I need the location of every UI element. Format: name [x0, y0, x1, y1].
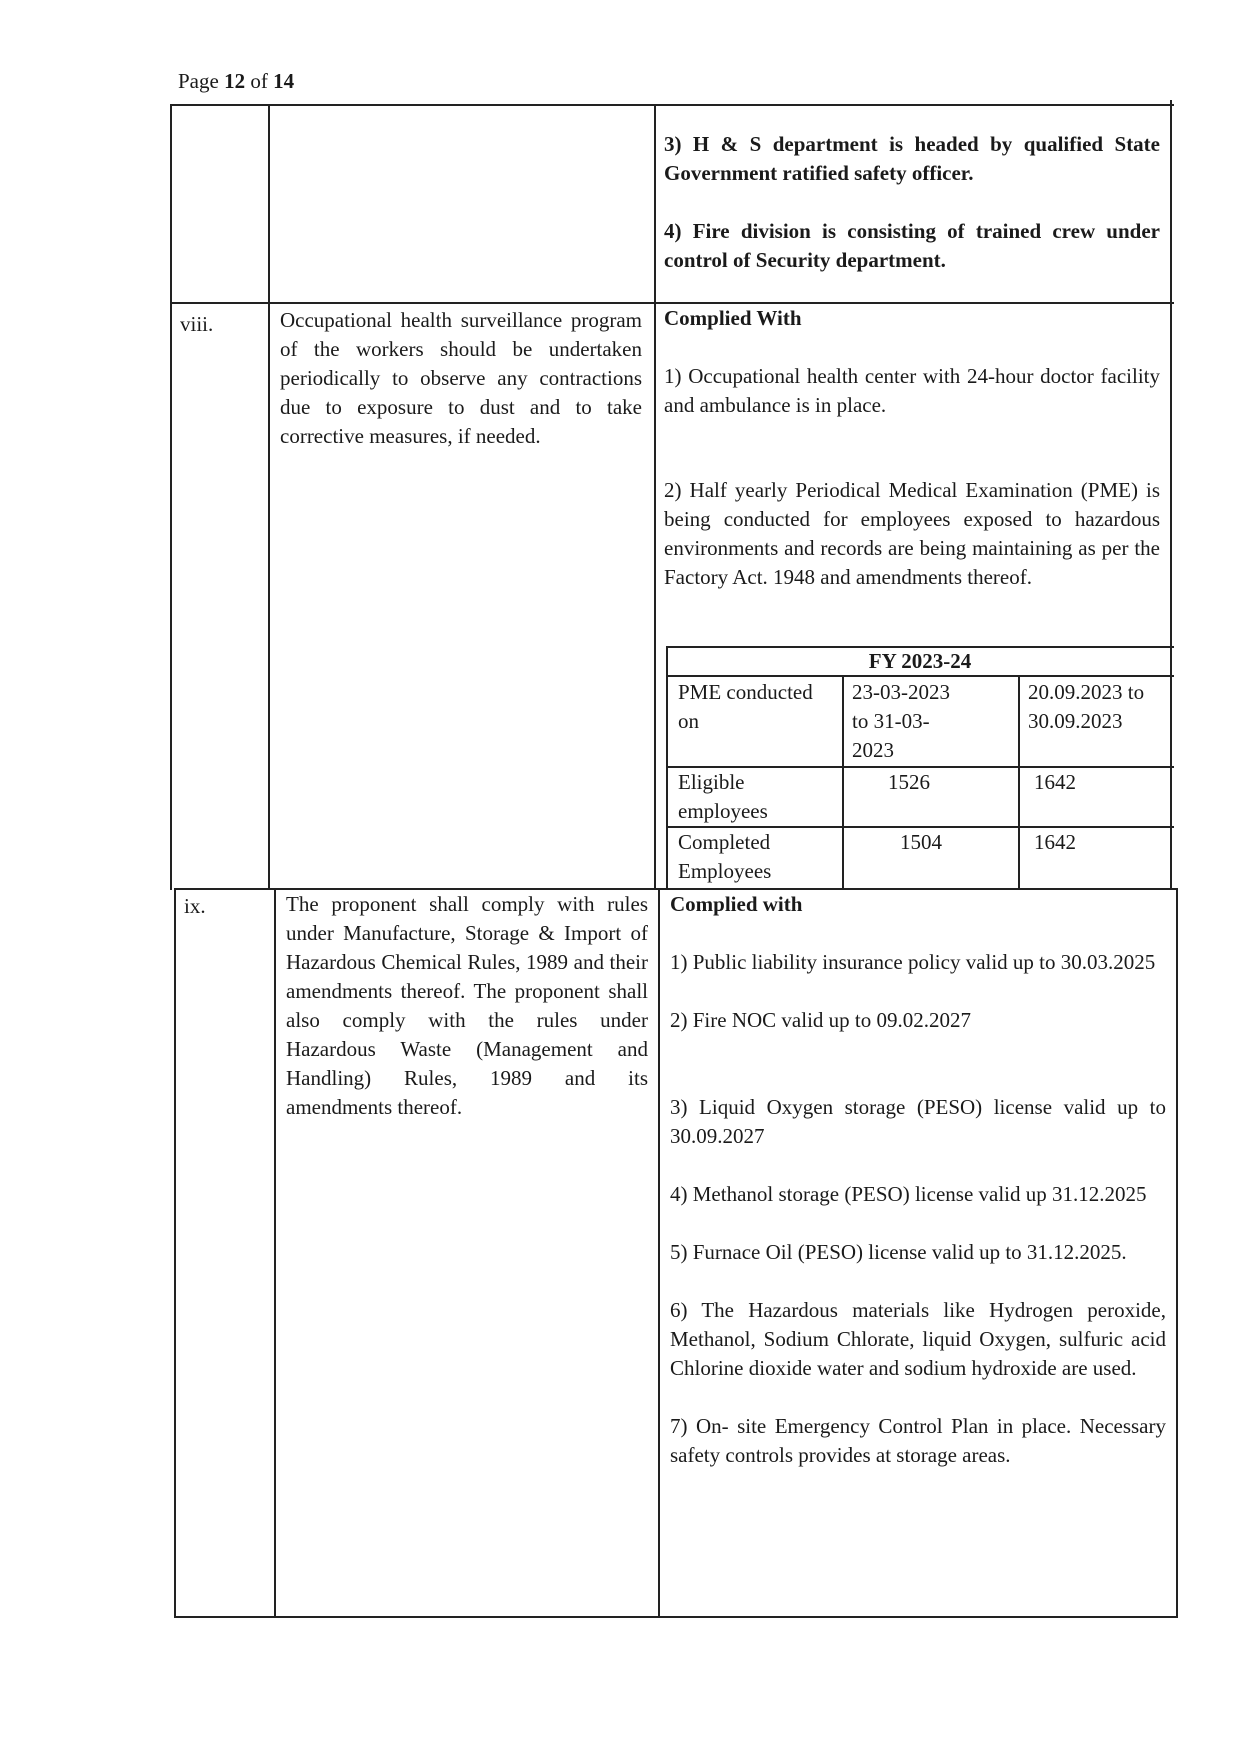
page-number	[178, 68, 294, 94]
table-border-top	[170, 104, 1174, 106]
row-ix-compliance-cell	[670, 890, 1166, 1470]
row-ix-number: ix.	[184, 894, 206, 918]
page-label: Page	[178, 69, 219, 93]
table-border-right	[1170, 100, 1172, 890]
page-current: 12	[224, 69, 246, 93]
row-viii-condition: Occupational health surveillance program of the workers should be undertaken periodically to observe any contractions due to exposure to dust and to take corrective measures, if needed.	[280, 308, 642, 448]
pme-period-1: 23-03-2023 to 31-03-2023	[852, 680, 950, 762]
pme-row-label: Eligible employees	[678, 770, 768, 823]
row-ix-compliance-item: 7) On- site Emergency Control Plan in place. Necessary safety controls provides at storage areas.	[670, 1414, 1166, 1467]
row-ix-compliance-item: 1) Public liability insurance policy valid up to 30.03.2025	[670, 950, 1156, 974]
column-divider-1-lower	[274, 888, 276, 1618]
row-ix-compliance-item: 4) Methanol storage (PESO) license valid up 31.12.2025	[670, 1182, 1147, 1206]
pme-row-value: 1642	[1034, 830, 1076, 854]
table-border-bottom	[174, 1616, 1178, 1618]
page-total: 14	[273, 69, 295, 93]
table-border-left	[170, 104, 172, 890]
pme-header-label: PME conducted on	[678, 680, 813, 733]
table-border-right-lower	[1176, 888, 1178, 1618]
row-ix-compliance-item: 3) Liquid Oxygen storage (PESO) license valid up to 30.09.2027	[670, 1095, 1166, 1148]
cont-compliance-item: 4) Fire division is consisting of trained crew under control of Security department.	[664, 219, 1160, 272]
row-viii-compliance-item: 2) Half yearly Periodical Medical Examination (PME) is being conducted for employees exposed to hazardous environments and records are being maintaining as per the Factory Act. 1948 and amendments thereof.	[664, 478, 1160, 589]
pme-table-title: FY 2023-24	[868, 649, 972, 673]
row-viii-compliance-item: 1) Occupational health center with 24-hour doctor facility and ambulance is in place.	[664, 364, 1160, 417]
row-ix-compliance-item: 5) Furnace Oil (PESO) license valid up to 31.12.2025.	[670, 1240, 1127, 1264]
pme-col-divider	[1018, 675, 1020, 888]
page-of: of	[250, 69, 268, 93]
cont-compliance-cell	[664, 130, 1160, 275]
row-ix-condition: The proponent shall comply with rules under Manufacture, Storage & Import of Hazardous Chemical Rules, 1989 and their amendments thereof. The proponent shall also comply with the rules under Hazardous Waste (Management and Handling) Rules, 1989 and its amendments thereof.	[286, 892, 648, 1119]
pme-row-value: 1526	[888, 770, 930, 794]
column-divider-2	[654, 104, 656, 890]
table-border-left-lower	[174, 888, 176, 1618]
row-ix-status: Complied with	[670, 892, 803, 916]
pme-row-value: 1642	[1034, 770, 1076, 794]
pme-border-left	[666, 646, 668, 888]
column-divider-1	[268, 104, 270, 890]
row-viii-number: viii.	[180, 312, 214, 336]
row-ix-compliance-item: 6) The Hazardous materials like Hydrogen peroxide, Methanol, Sodium Chlorate, liquid Oxygen, sulfuric acid Chlorine dioxide water and sodium hydroxide are used.	[670, 1298, 1166, 1380]
cont-compliance-item: 3) H & S department is headed by qualified State Government ratified safety officer.	[664, 132, 1160, 185]
pme-row-value: 1504	[900, 830, 942, 854]
pme-period-2: 20.09.2023 to 30.09.2023	[1028, 680, 1145, 733]
row-viii-compliance-cell	[664, 304, 1160, 592]
column-divider-2-lower	[658, 888, 660, 1618]
row-viii-status: Complied With	[664, 306, 802, 330]
row-ix-compliance-item: 2) Fire NOC valid up to 09.02.2027	[670, 1008, 971, 1032]
pme-row-label: Completed Employees	[678, 830, 772, 883]
